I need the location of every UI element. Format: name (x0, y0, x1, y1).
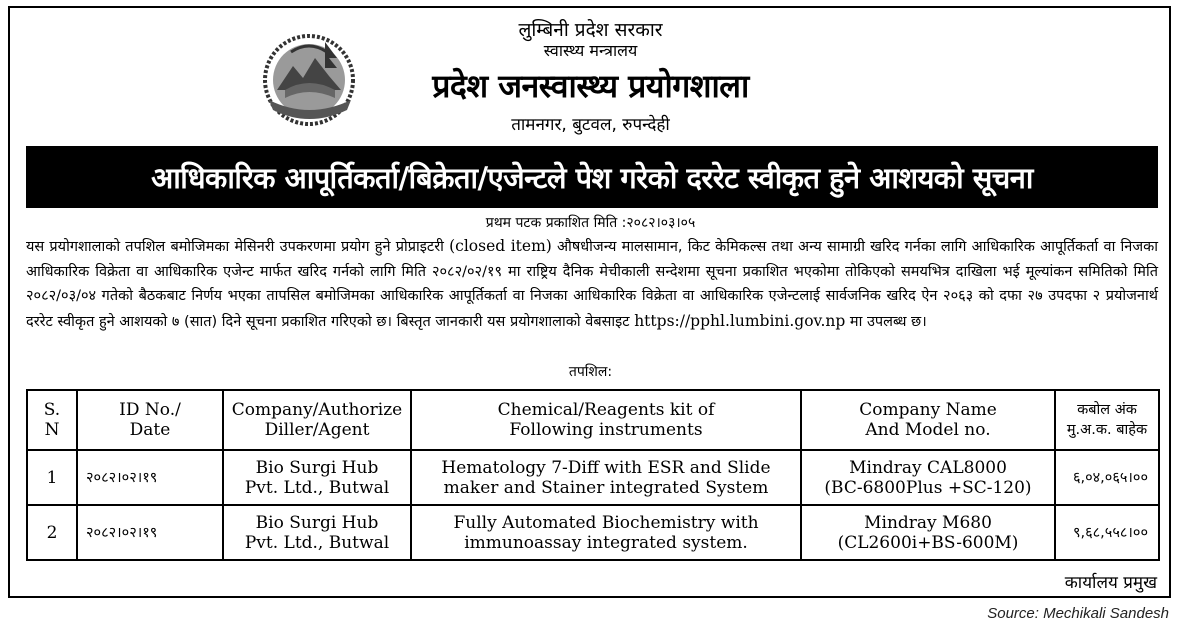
cell-company: Bio Surgi Hub Pvt. Ltd., Butwal (223, 505, 411, 560)
office-title: प्रदेश जनस्वास्थ्य प्रयोगशाला (432, 67, 749, 105)
office-address: तामनगर, बुटवल, रुपन्देही (511, 115, 670, 135)
body-part-1: यस प्रयोगशालाको तपशिल बमोजिमका मेसिनरी उपकरणमा प्रयोग हुने प्रोप्राइटरी (26, 239, 444, 255)
notice-body (26, 234, 1158, 334)
source-credit: Source: Mechikali Sandesh (987, 605, 1169, 622)
cell-amount: ९,६८,५५८।०० (1055, 505, 1159, 560)
notice-title-banner: आधिकारिक आपूर्तिकर्ता/बिक्रेता/एजेन्टले पेश गरेको दररेट स्वीकृत हुने आशयको सूचना (26, 146, 1158, 208)
table-header-row (27, 390, 1159, 450)
cell-date: २०८२।०२।१९ (77, 450, 223, 505)
closed-item-text: (closed item) (449, 237, 552, 255)
approved-rates-table (26, 389, 1160, 561)
cell-model: Mindray M680 (CL2600i+BS-600M) (801, 505, 1055, 560)
col-company-header: Company/Authorize Diller/Agent (223, 390, 411, 450)
cell-company: Bio Surgi Hub Pvt. Ltd., Butwal (223, 450, 411, 505)
table-row (27, 450, 1159, 505)
website-link[interactable]: https://pphl.lumbini.gov.np (634, 311, 846, 330)
schedule-label: तपशिल: (568, 364, 613, 380)
cell-model: Mindray CAL8000 (BC-6800Plus +SC-120) (801, 450, 1055, 505)
col-chemical-header: Chemical/Reagents kit of Following instruments (411, 390, 801, 450)
cell-sn: 2 (27, 505, 77, 560)
ministry-line: स्वास्थ्य मन्त्रालय (543, 41, 638, 60)
cell-chemical: Fully Automated Biochemistry with immunoassay integrated system. (411, 505, 801, 560)
publish-date: प्रथम पटक प्रकाशित मिति :२०८२।०३।०५ (485, 215, 696, 231)
body-part-3: मा उपलब्ध छ। (849, 313, 927, 330)
province-government-line: लुम्बिनी प्रदेश सरकार (518, 19, 663, 41)
cell-sn: 1 (27, 450, 77, 505)
body-part-2: औषधीजन्य मालसामान, किट केमिकल्स तथा अन्य सामाग्री खरिद गर्नका लागि आधिकारिक आपूर्तिकर्ता वा निजका आधिकारिक विक्रेता वा आधिकारिक एजेन्ट मार्फत खरिद गर्नको लागि मिति २०८२/०२/१९ मा राष्ट्रिय दैनिक मेचीकाली सन्देशमा सूचना प्रकाशित भएकोमा तोकिएको समयभित्र दाखिला भई मूल्यांकन समितिको मिति २०८२/०३/०४ गतेको बैठकबाट निर्णय भएका तापसिल बमोजिमका आधिकारिक आपूर्तिकर्ता वा निजका आधिकारिक विक्रेता वा आधिकारिक एजेन्टलाई सार्वजनिक खरिद ऐन २०६३ को दफा २७ उपदफा २ प्रयोजनार्थ दररेट स्वीकृत हुने आशयको ७ (सात) दिने सूचना प्रकाशित गरिएको छ। बिस्तृत जानकारी यस प्रयोगशालाको वेबसाइट (26, 239, 1159, 330)
col-amount-header: कबोल अंक मु.अ.क. बाहेक (1055, 390, 1159, 450)
col-model-header: Company Name And Model no. (801, 390, 1055, 450)
office-chief-signature: कार्यालय प्रमुख (1064, 573, 1157, 593)
col-sn-header: S. N (27, 390, 77, 450)
cell-amount: ६,०४,०६५।०० (1055, 450, 1159, 505)
cell-chemical: Hematology 7-Diff with ESR and Slide maker and Stainer integrated System (411, 450, 801, 505)
cell-date: २०८२।०२।१९ (77, 505, 223, 560)
table-row (27, 505, 1159, 560)
col-id-date-header: ID No./ Date (77, 390, 223, 450)
